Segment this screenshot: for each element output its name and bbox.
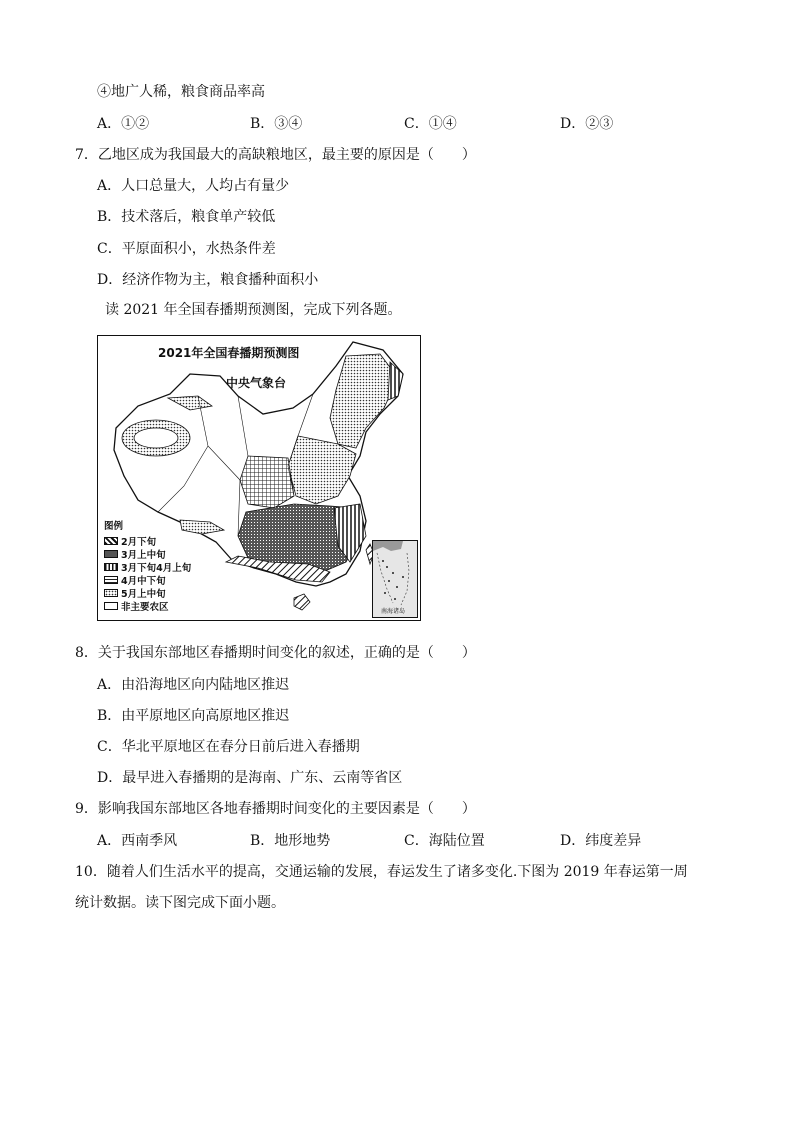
q7-option-c[interactable]: C．平原面积小，水热条件差 bbox=[97, 241, 276, 257]
q9-option-b[interactable]: B．地形地势 bbox=[250, 833, 331, 849]
legend-label: 2月下旬 bbox=[121, 536, 157, 548]
south-china-sea-inset bbox=[372, 540, 418, 618]
legend-item bbox=[104, 599, 191, 612]
legend-item bbox=[104, 573, 191, 586]
q10-stem-line1: 10．随着人们生活水平的提高，交通运输的发展，春运发生了诸多变化.下图为 2019 年春运第一周 bbox=[75, 864, 688, 880]
legend-swatch-diag bbox=[104, 537, 118, 545]
legend-swatch-blank bbox=[104, 602, 118, 610]
q7-stem: 7．乙地区成为我国最大的高缺粮地区，最主要的原因是（ ） bbox=[75, 147, 476, 163]
q6-option-c[interactable]: C．①④ bbox=[404, 116, 457, 132]
map-legend bbox=[104, 518, 191, 612]
legend-label: 3月上中旬 bbox=[121, 549, 166, 561]
legend-swatch-dots bbox=[104, 589, 118, 597]
map-title: 2021年全国春播期预测图 bbox=[158, 346, 300, 360]
spring-sowing-map bbox=[97, 335, 421, 621]
legend-title: 图例 bbox=[104, 521, 124, 532]
inset-label: 南海诸岛 bbox=[381, 608, 406, 615]
q7-option-a[interactable]: A．人口总量大，人均占有量少 bbox=[97, 178, 290, 194]
q8-option-d[interactable]: D．最早进入春播期的是海南、广东、云南等省区 bbox=[97, 770, 403, 786]
q7-option-d[interactable]: D．经济作物为主，粮食播种面积小 bbox=[97, 272, 319, 288]
q9-stem: 9．影响我国东部地区各地春播期时间变化的主要因素是（ ） bbox=[75, 801, 476, 817]
q7-option-b[interactable]: B．技术落后，粮食单产较低 bbox=[97, 209, 276, 225]
q6-option-a[interactable]: A．①② bbox=[97, 116, 150, 132]
q8-stem: 8．关于我国东部地区春播期时间变化的叙述，正确的是（ ） bbox=[75, 645, 476, 661]
legend-label: 4月中下旬 bbox=[121, 575, 166, 587]
legend-item bbox=[104, 534, 191, 547]
q8-option-a[interactable]: A．由沿海地区向内陆地区推迟 bbox=[97, 677, 290, 693]
q6-option-b[interactable]: B．③④ bbox=[250, 116, 303, 132]
legend-label: 5月上中旬 bbox=[121, 588, 166, 600]
q8-option-b[interactable]: B．由平原地区向高原地区推迟 bbox=[97, 708, 290, 724]
legend-item bbox=[104, 560, 191, 573]
map-intro: 读 2021 年全国春播期预测图，完成下列各题。 bbox=[105, 302, 402, 318]
legend-swatch-grid bbox=[104, 576, 118, 584]
legend-item bbox=[104, 547, 191, 560]
q8-option-c[interactable]: C．华北平原地区在春分日前后进入春播期 bbox=[97, 739, 360, 755]
legend-swatch-vert bbox=[104, 563, 118, 571]
map-subtitle: 中央气象台 bbox=[226, 376, 287, 390]
q6-statement-4: ④地广人稀，粮食商品率高 bbox=[97, 84, 265, 100]
legend-swatch-dense bbox=[104, 550, 118, 558]
q10-stem-line2: 统计数据。读下图完成下面小题。 bbox=[75, 895, 285, 911]
q9-option-c[interactable]: C．海陆位置 bbox=[404, 833, 485, 849]
legend-item bbox=[104, 586, 191, 599]
q9-option-a[interactable]: A．西南季风 bbox=[97, 833, 178, 849]
legend-label: 非主要农区 bbox=[121, 601, 169, 613]
q9-option-d[interactable]: D．纬度差异 bbox=[560, 833, 642, 849]
q6-option-d[interactable]: D．②③ bbox=[560, 116, 614, 132]
legend-label: 3月下旬4月上旬 bbox=[121, 562, 192, 574]
